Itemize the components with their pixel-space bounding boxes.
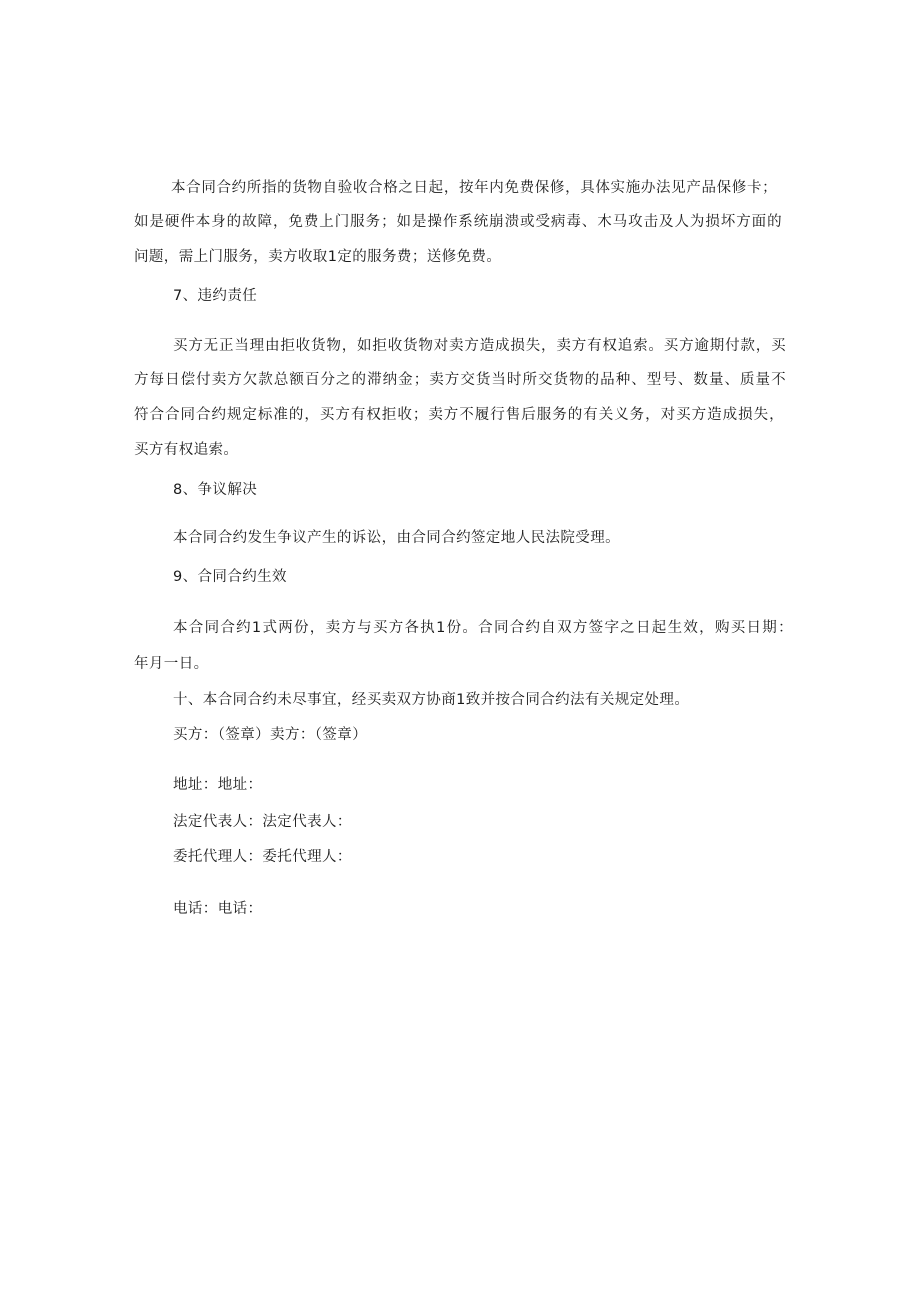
section-9-line-2: 年月一日。 xyxy=(134,656,209,672)
section-7-heading: 7、违约责任 xyxy=(173,288,258,304)
warranty-line-1: 本合同合约所指的货物自验收合格之日起，按年内免费保修，具体实施办法见产品保修卡； xyxy=(171,180,777,196)
section-9-heading: 9、合同合约生效 xyxy=(173,569,287,585)
warranty-line-3: 问题，需上门服务，卖方收取1定的服务费；送修免费。 xyxy=(134,249,502,265)
section-7-line-3: 符合合同合约规定标准的，买方有权拒收；卖方不履行售后服务的有关义务，对买方造成损失， xyxy=(134,407,784,423)
section-9-line-1: 本合同合约1式两份，卖方与买方各执1份。合同合约自双方签字之日起生效，购买日期： xyxy=(173,620,793,636)
section-7-line-1: 买方无正当理由拒收货物，如拒收货物对卖方造成损失，卖方有权追索。买方逾期付款，买 xyxy=(173,338,786,354)
section-7-line-2: 方每日偿付卖方欠款总额百分之的滞纳金；卖方交货当时所交货物的品种、型号、数量、质量不 xyxy=(134,372,786,388)
signature-phone: 电话：电话： xyxy=(173,901,263,917)
signature-address: 地址：地址： xyxy=(173,777,263,793)
signature-agent: 委托代理人：委托代理人： xyxy=(173,849,352,865)
signature-parties: 买方：（签章）卖方：（签章） xyxy=(173,727,368,743)
section-7-line-4: 买方有权追索。 xyxy=(134,442,239,458)
section-10-text: 十、本合同合约未尽事宜，经买卖双方协商1致并按合同合约法有关规定处理。 xyxy=(173,692,690,708)
warranty-line-2: 如是硬件本身的故障，免费上门服务；如是操作系统崩溃或受病毒、木马攻击及人为损坏方面的 xyxy=(134,214,782,230)
section-8-heading: 8、争议解决 xyxy=(173,482,258,498)
section-8-line-1: 本合同合约发生争议产生的诉讼，由合同合约签定地人民法院受理。 xyxy=(173,530,620,546)
signature-legal-rep: 法定代表人：法定代表人： xyxy=(173,814,352,830)
